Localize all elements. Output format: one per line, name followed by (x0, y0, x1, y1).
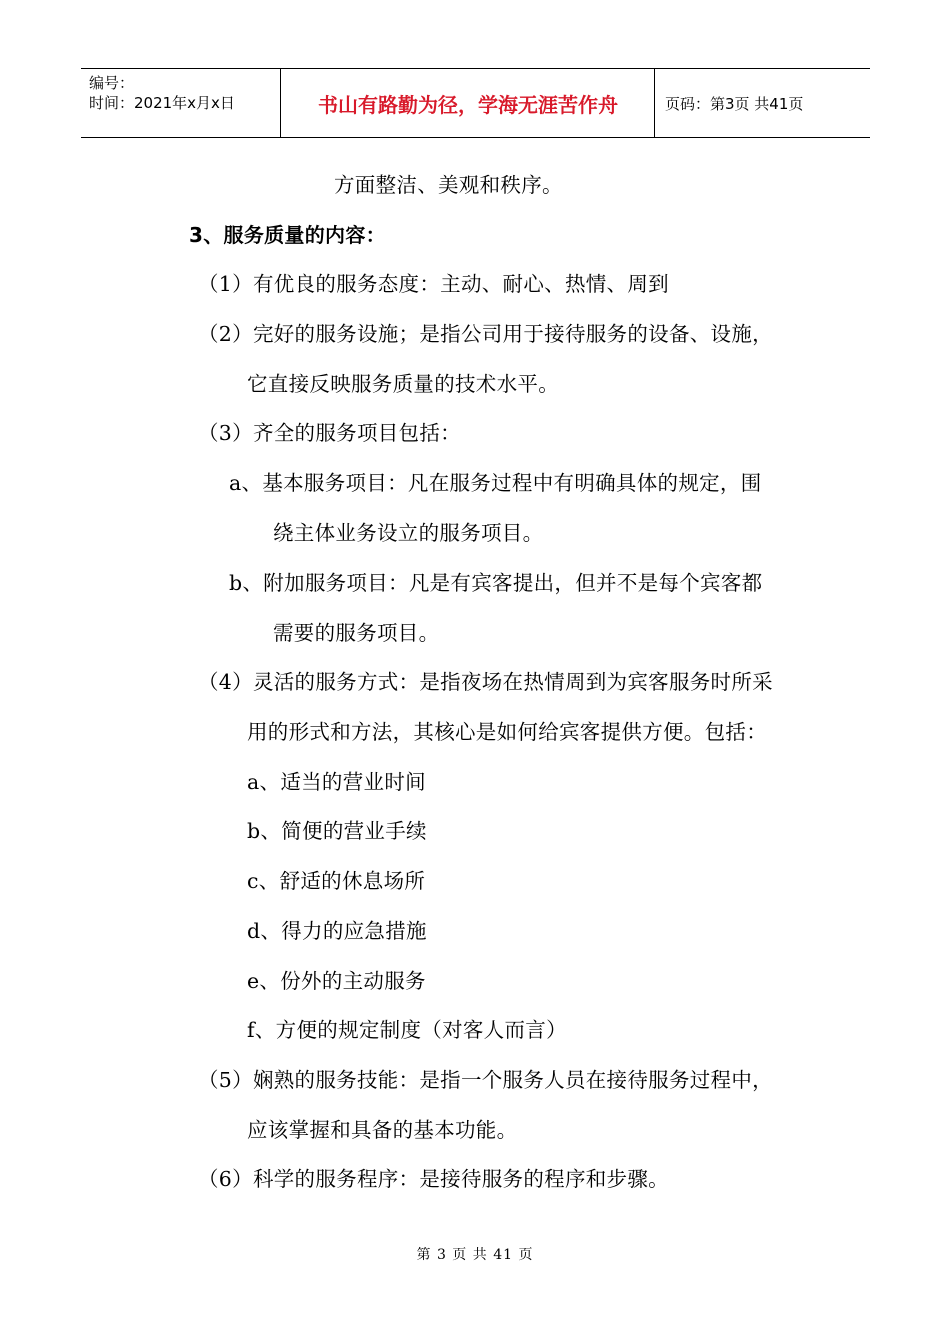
text-line: 应该掌握和具备的基本功能。 (247, 1118, 518, 1142)
text-line: （2）完好的服务设施；是指公司用于接待服务的设备、设施， (198, 322, 773, 346)
header-page-info: 页码：第3页 共41页 (665, 94, 804, 113)
header-motto: 书山有路勤为径，学海无涯苦作舟 (282, 69, 655, 137)
text-line: （3）齐全的服务项目包括： (198, 421, 461, 445)
text-line: （1）有优良的服务态度：主动、耐心、热情、周到 (198, 272, 669, 296)
text-line: 方面整洁、美观和秩序。 (334, 173, 563, 197)
header-number-label: 编号： (89, 74, 135, 92)
text-line: （6）科学的服务程序：是接待服务的程序和步骤。 (198, 1167, 669, 1191)
section-heading: 3、服务质量的内容： (189, 223, 386, 247)
page-footer: 第 3 页 共 41 页 (416, 1247, 534, 1263)
text-line: c、舒适的休息场所 (247, 869, 426, 893)
text-line: b、附加服务项目：凡是有宾客提出，但并不是每个宾客都 (229, 571, 763, 595)
text-line: d、得力的应急措施 (247, 919, 427, 943)
text-line: 用的形式和方法，其核心是如何给宾客提供方便。包括： (247, 720, 767, 744)
header-meta-cell (81, 69, 281, 137)
text-line: 绕主体业务设立的服务项目。 (273, 521, 544, 545)
text-line: a、适当的营业时间 (247, 770, 426, 794)
text-line: a、基本服务项目：凡在服务过程中有明确具体的规定，围 (229, 471, 762, 495)
text-line: 需要的服务项目。 (273, 621, 440, 645)
header-date-label: 时间：2021年x月x日 (89, 94, 235, 112)
text-line: 它直接反映服务质量的技术水平。 (247, 372, 559, 396)
text-line: （5）娴熟的服务技能：是指一个服务人员在接待服务过程中， (198, 1068, 773, 1092)
document-header (81, 68, 870, 138)
text-line: （4）灵活的服务方式：是指夜场在热情周到为宾客服务时所采 (198, 670, 773, 694)
text-line: f、方便的规定制度（对客人而言） (247, 1018, 567, 1042)
text-line: e、份外的主动服务 (247, 969, 426, 993)
text-line: b、简便的营业手续 (247, 819, 427, 843)
